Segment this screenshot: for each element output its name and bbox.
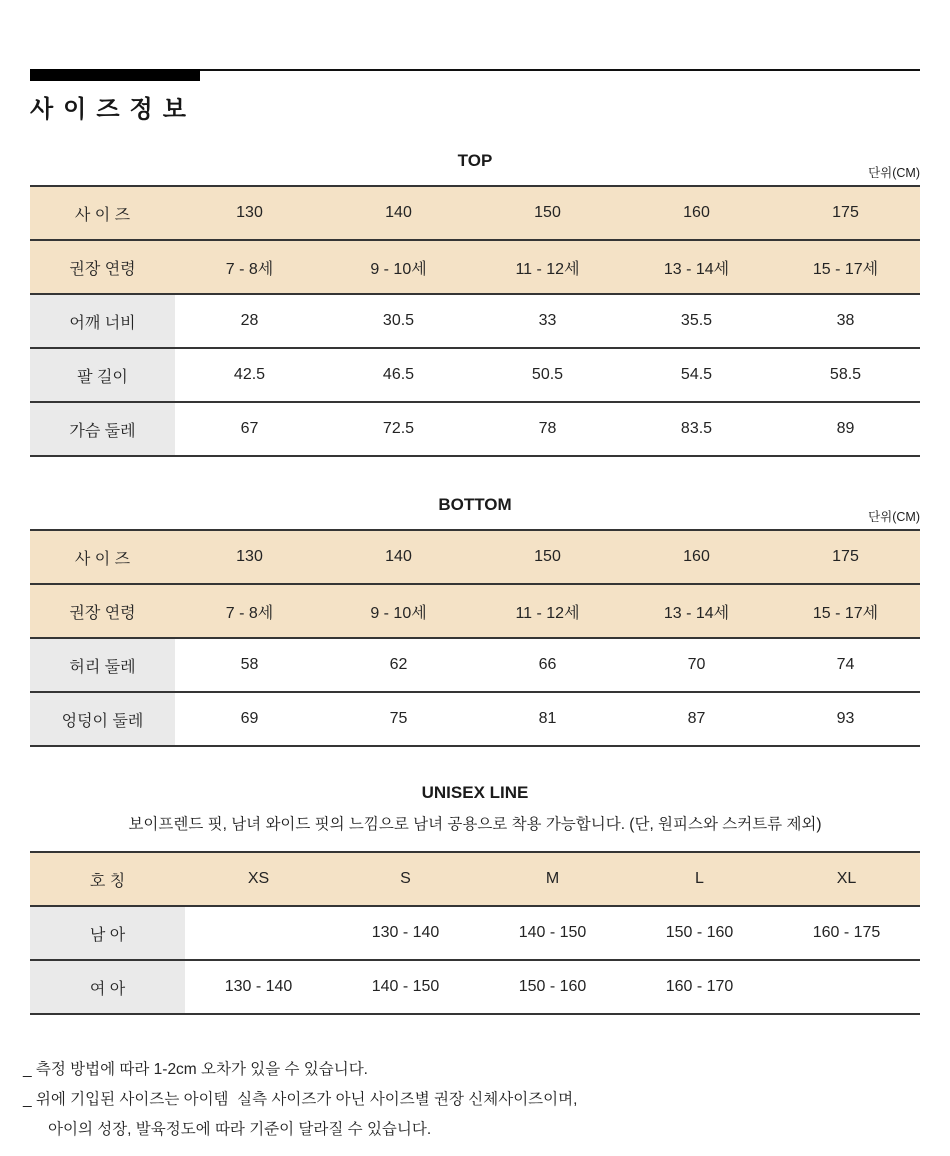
unisex-section-heading: UNISEX LINE [421,783,529,802]
table-cell: 160 - 175 [773,906,920,960]
row-label: 남 아 [30,906,185,960]
table-cell: 30.5 [324,294,473,348]
row-label: 사 이 즈 [30,186,175,240]
table-row [30,960,920,1014]
table-cell: 54.5 [622,348,771,402]
table-cell: 81 [473,692,622,746]
table-cell: 150 [473,186,622,240]
table-cell: 140 [324,530,473,584]
note-line: _ 측정 방법에 따라 1-2cm 오차가 있을 수 있습니다. [23,1061,368,1078]
table-cell: 66 [473,638,622,692]
section-bottom [30,495,920,747]
table-cell: 42.5 [175,348,324,402]
size-table-bottom [30,529,920,747]
table-cell: 78 [473,402,622,456]
table-cell: 50.5 [473,348,622,402]
row-label: 사 이 즈 [30,530,175,584]
table-row [30,186,920,240]
section-top [30,151,920,457]
table-cell: 67 [175,402,324,456]
table-cell: 75 [324,692,473,746]
table-cell: 160 [622,530,771,584]
table-cell: 11 - 12세 [473,584,622,638]
table-row [30,638,920,692]
table-cell: 13 - 14세 [622,240,771,294]
table-cell: 150 - 160 [479,960,626,1014]
table-cell: 130 - 140 [185,960,332,1014]
table-row [30,294,920,348]
table-cell: 11 - 12세 [473,240,622,294]
page-title: 사이즈정보 [30,96,196,123]
table-cell: 70 [622,638,771,692]
table-row [30,852,920,906]
size-table-unisex [30,851,920,1015]
table-cell: 130 [175,186,324,240]
table-cell: 150 [473,530,622,584]
row-label: 권장 연령 [30,584,175,638]
table-cell: 130 - 140 [332,906,479,960]
table-cell: 130 [175,530,324,584]
table-cell: 62 [324,638,473,692]
table-row [30,348,920,402]
table-cell: 72.5 [324,402,473,456]
title-rule [30,69,920,81]
row-label: 호 칭 [30,852,185,906]
table-cell: 38 [771,294,920,348]
table-cell: 160 - 170 [626,960,773,1014]
row-label: 어깨 너비 [30,294,175,348]
table-row [30,530,920,584]
table-row [30,692,920,746]
table-cell: 15 - 17세 [771,240,920,294]
table-cell: 7 - 8세 [175,584,324,638]
unisex-section-subtitle: 보이프렌드 핏, 남녀 와이드 핏의 느낌으로 남녀 공용으로 착용 가능합니다. (단, 원피스와 스커트류 제외) [128,816,822,833]
top-section-heading: TOP [457,151,493,170]
table-cell: 58.5 [771,348,920,402]
section-unisex [30,783,920,1015]
size-table-top [30,185,920,457]
row-label: 권장 연령 [30,240,175,294]
title-accent-bar [30,69,200,81]
table-cell: 93 [771,692,920,746]
table-cell: 140 - 150 [332,960,479,1014]
table-row [30,584,920,638]
row-label: 허리 둘레 [30,638,175,692]
table-cell: 69 [175,692,324,746]
note-line: _ 위에 기입된 사이즈는 아이템 실측 사이즈가 아닌 사이즈별 권장 신체사이즈이며, [23,1091,578,1108]
table-cell: XL [773,852,920,906]
table-cell: 87 [622,692,771,746]
top-unit-label: 단위(CM) [868,166,920,180]
table-row [30,402,920,456]
row-label: 엉덩이 둘레 [30,692,175,746]
row-label: 팔 길이 [30,348,175,402]
row-label: 여 아 [30,960,185,1014]
footnotes [23,1055,920,1145]
table-cell: 35.5 [622,294,771,348]
table-cell [773,960,920,1014]
table-cell: 13 - 14세 [622,584,771,638]
table-cell: 28 [175,294,324,348]
table-cell: XS [185,852,332,906]
table-cell: 9 - 10세 [324,240,473,294]
table-cell: 9 - 10세 [324,584,473,638]
table-cell: 46.5 [324,348,473,402]
row-label: 가슴 둘레 [30,402,175,456]
table-cell: 15 - 17세 [771,584,920,638]
table-cell: S [332,852,479,906]
note-line: 아이의 성장, 발육정도에 따라 기준이 달라질 수 있습니다. [48,1121,432,1138]
table-cell: 175 [771,530,920,584]
table-cell: 74 [771,638,920,692]
table-cell: L [626,852,773,906]
table-cell: 175 [771,186,920,240]
table-cell: 89 [771,402,920,456]
bottom-section-heading: BOTTOM [438,495,512,514]
table-cell: 140 - 150 [479,906,626,960]
table-row [30,906,920,960]
table-cell: 140 [324,186,473,240]
table-cell: M [479,852,626,906]
table-cell: 83.5 [622,402,771,456]
table-cell: 58 [175,638,324,692]
table-row [30,240,920,294]
table-cell [185,906,332,960]
table-cell: 150 - 160 [626,906,773,960]
table-cell: 160 [622,186,771,240]
table-cell: 33 [473,294,622,348]
table-cell: 7 - 8세 [175,240,324,294]
bottom-unit-label: 단위(CM) [868,510,920,524]
